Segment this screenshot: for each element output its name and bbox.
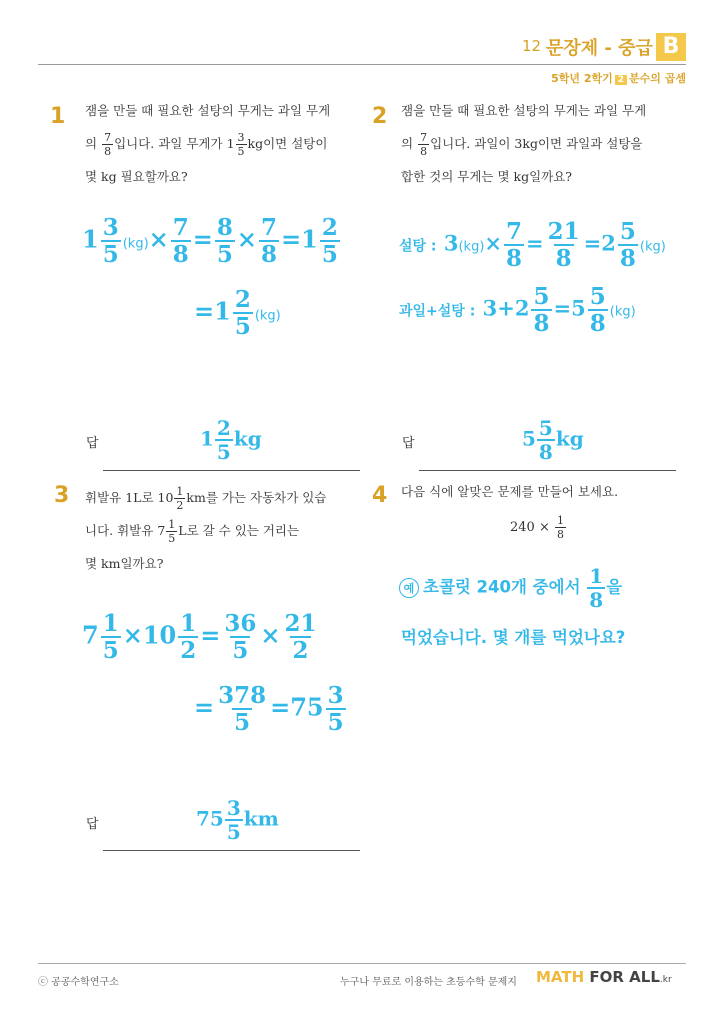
question-1-solution-line-2: =1 $\frac{2}{5}$ (kg) bbox=[194, 286, 281, 340]
unit-number-chip: 2 bbox=[615, 75, 627, 85]
question-2-solution-line-2: 과일+설탕 : 3+2 $\frac{5}{8}$ =5 $\frac{5}{8}$ (kg) bbox=[399, 283, 636, 337]
level-badge: B bbox=[656, 33, 686, 61]
question-4-expression: 240 × $\frac{1}{8}$ bbox=[510, 514, 565, 541]
question-1-text: 잼을 만들 때 필요한 설탕의 무게는 과일 무게 의 $\frac{7}{8}$ 입니다. 과일 무게가 1 $\frac{3}{5}$ kg이면 설탕이 몇 kg 필요할까요? bbox=[85, 103, 331, 184]
question-3-text: 휘발유 1L로 10 $\frac{1}{2}$ km를 가는 자동차가 있습 니다. 휘발유 7 $\frac{1}{5}$ L로 갈 수 있는 거리는 몇 km일까요? bbox=[85, 485, 327, 571]
brand-logo: MATH FOR ALL.kr bbox=[536, 968, 672, 986]
question-1-answer-label: 답 bbox=[86, 436, 99, 451]
question-3-solution-line-1: 7 $\frac{1}{5}$ ×10 $\frac{1}{2}$ = $\frac{36}{5}$ × $\frac{21}{2}$ bbox=[82, 610, 317, 664]
question-2-solution-line-1: 설탕 : 3(kg)× $\frac{7}{8}$ = $\frac{21}{8}$ =2 $\frac{5}{8}$ (kg) bbox=[399, 218, 666, 272]
copyright-text: ⓒ 공공수학연구소 bbox=[38, 977, 119, 988]
question-2-answer: 5 $\frac{5}{8}$ kg bbox=[522, 416, 584, 464]
question-2-number: 2 bbox=[372, 104, 388, 129]
question-2-text: 잼을 만들 때 필요한 설탕의 무게는 과일 무게 의 $\frac{7}{8}$ 입니다. 과일이 3kg이면 과일과 설탕을 합한 것의 무게는 몇 kg일까요? bbox=[401, 103, 647, 184]
worksheet-subtitle: 5학년 2학기 2 분수의 곱셈 bbox=[551, 72, 686, 85]
footer-divider bbox=[38, 963, 686, 964]
question-3-answer-line bbox=[103, 850, 360, 851]
question-1-answer-line bbox=[103, 470, 360, 471]
header-divider bbox=[38, 64, 686, 65]
question-2-answer-line bbox=[419, 470, 676, 471]
question-2-answer-label: 답 bbox=[402, 436, 415, 451]
question-1-solution-line-1: 1 $\frac{3}{5}$ (kg)× $\frac{7}{8}$ = $\frac{8}{5}$ × $\frac{7}{8}$ =1 $\frac{2}{5}$ bbox=[82, 214, 338, 268]
question-3-solution-line-2: = $\frac{378}{5}$ =75 $\frac{3}{5}$ bbox=[194, 682, 344, 736]
example-mark: 예 bbox=[399, 578, 419, 598]
footer-tagline: 누구나 무료로 이용하는 초등수학 문제지 bbox=[340, 977, 517, 988]
question-4-example-line-1: 예 초콜릿 240개 중에서 $\frac{1}{8}$ 을 bbox=[399, 566, 622, 610]
question-1-answer: 1 $\frac{2}{5}$ kg bbox=[200, 416, 262, 464]
question-4-number: 4 bbox=[372, 483, 388, 508]
question-4-text: 다음 식에 알맞은 문제를 만들어 보세요. bbox=[401, 484, 619, 499]
question-1-number: 1 bbox=[50, 104, 66, 129]
question-3-answer: 75 $\frac{3}{5}$ km bbox=[196, 796, 279, 844]
page-number: 12 bbox=[522, 37, 542, 55]
worksheet-title: 문장제 - 중급 bbox=[546, 38, 653, 59]
question-4-example-line-2: 먹었습니다. 몇 개를 먹었나요? bbox=[401, 628, 626, 647]
question-3-number: 3 bbox=[54, 483, 70, 508]
question-3-answer-label: 답 bbox=[86, 817, 99, 832]
